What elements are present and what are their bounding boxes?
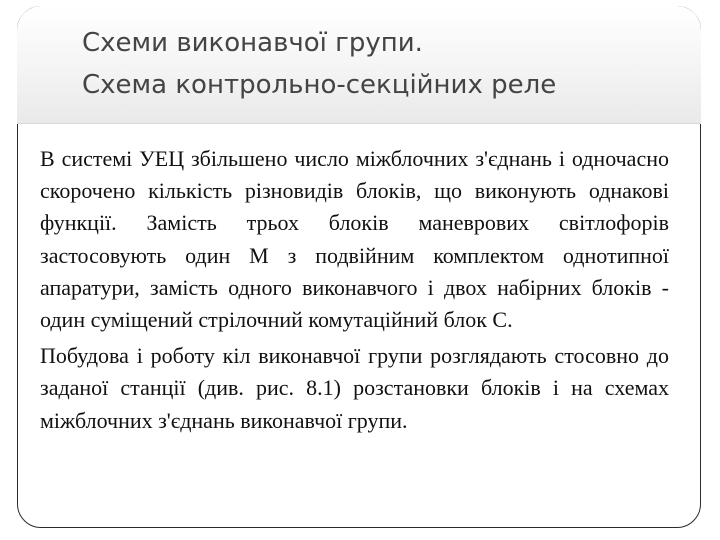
slide-body	[40, 143, 669, 437]
slide-title-line-2: Схема контрольно-секційних реле	[82, 70, 557, 100]
slide-title	[82, 22, 556, 106]
body-paragraph-1: В системі УЕЦ збільшено число міжблочних з'єднань і одночасно скорочено кількість різновидів блоків, що виконують однакові функції. Замість трьох блоків маневрових світлофорів застосовують один М з подвійним комплектом однотипної апаратури, замість одного виконавчого і двох набірних блоків - один суміщений стрілочний комутаційний блок С.	[40, 146, 669, 333]
body-paragraph-2: Побудова і роботу кіл виконавчої групи розглядають стосовно до заданої станції (див. рис. 8.1) розстановки блоків і на схемах міжблочних з'єднань виконавчої групи.	[40, 343, 669, 433]
title-divider	[18, 123, 700, 124]
slide-title-line-1: Схеми виконавчої групи.	[82, 28, 423, 58]
